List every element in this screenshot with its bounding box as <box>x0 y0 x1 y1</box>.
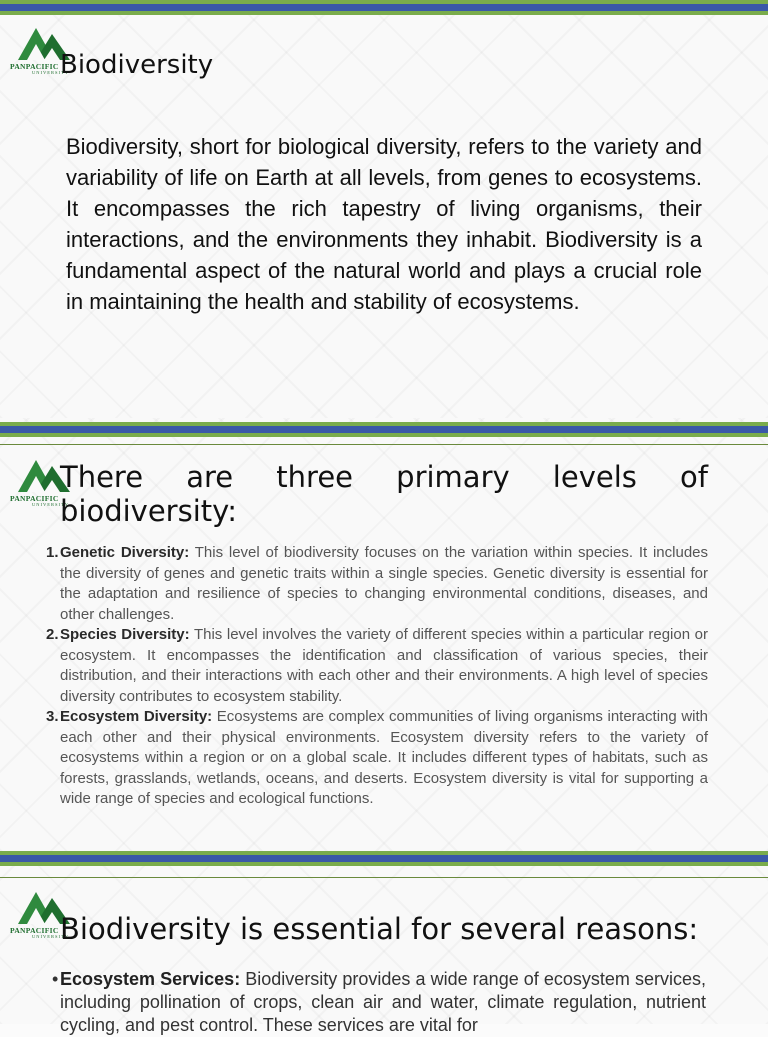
slide-top-bar <box>0 422 768 438</box>
slide-title: There are three primary levels of biodiversity: <box>60 460 708 528</box>
bullet: • <box>52 969 59 989</box>
list-term: Genetic Diversity: <box>60 544 190 561</box>
list-term: Ecosystem Services: <box>60 969 241 989</box>
logo-sub-text: UNIVERSITY <box>32 934 69 939</box>
list-term: Species Diversity: <box>60 626 190 643</box>
logo-brand-text: PANPACIFIC <box>10 926 59 935</box>
list-item <box>46 543 708 625</box>
list-number: 2. <box>46 626 59 643</box>
list-number: 3. <box>46 708 59 725</box>
logo-sub-text: UNIVERSITY <box>32 70 69 75</box>
list-item <box>46 707 708 810</box>
slide-title: Biodiversity <box>60 50 214 80</box>
slide-title: Biodiversity is essential for several reasons: <box>60 912 699 946</box>
list-item <box>52 968 706 1037</box>
logo-brand-text: PANPACIFIC <box>10 62 59 71</box>
list-term: Ecosystem Diversity: <box>60 708 213 725</box>
list-text: Ecosystems are complex communities of living organisms interacting with each other and their physical environments. Ecosystem diversity refers to the variety of ecosystems within a region or on a global scale. It includes different types of habitats, such as forests, grasslands, wetlands, oceans, and deserts. Ecosystem diversity is vital for supporting a wide range of species and ecological functions. <box>60 708 708 807</box>
slide-top-bar <box>0 851 768 867</box>
divider <box>0 444 768 445</box>
list-number: 1. <box>46 544 59 561</box>
list-item <box>46 625 708 707</box>
biodiversity-levels-list <box>46 543 708 810</box>
slide-1 <box>0 0 768 418</box>
reasons-list <box>52 968 706 1037</box>
slide-top-bar <box>0 0 768 16</box>
logo-sub-text: UNIVERSITY <box>32 502 69 507</box>
list-text: Biodiversity provides a wide range of ecosystem services, including pollination of crops, clean air and water, climate regulation, nutrient cycling, and pest control. These services are vital for <box>60 969 706 1035</box>
logo-brand-text: PANPACIFIC <box>10 494 59 503</box>
intro-paragraph: Biodiversity, short for biological diversity, refers to the variety and variability of life on Earth at all levels, from genes to ecosystems. It encompasses the rich tapestry of living organisms, their interactions, and the environments they inhabit. Biodiversity is a fundamental aspect of the natural world and plays a crucial role in maintaining the health and stability of ecosystems. <box>66 134 702 314</box>
divider <box>0 877 768 878</box>
list-text: This level of biodiversity focuses on the variation within species. It includes the diversity of genes and genetic traits within a single species. Genetic diversity is essential for the adaptation and resilience of species to changing environmental conditions, diseases, and other challenges. <box>60 544 708 623</box>
list-text: This level involves the variety of different species within a particular region or ecosystem. It encompasses the identification and classification of various species, their distribution, and their interactions with each other and their environments. A high level of species diversity contributes to ecosystem stability. <box>60 626 708 705</box>
